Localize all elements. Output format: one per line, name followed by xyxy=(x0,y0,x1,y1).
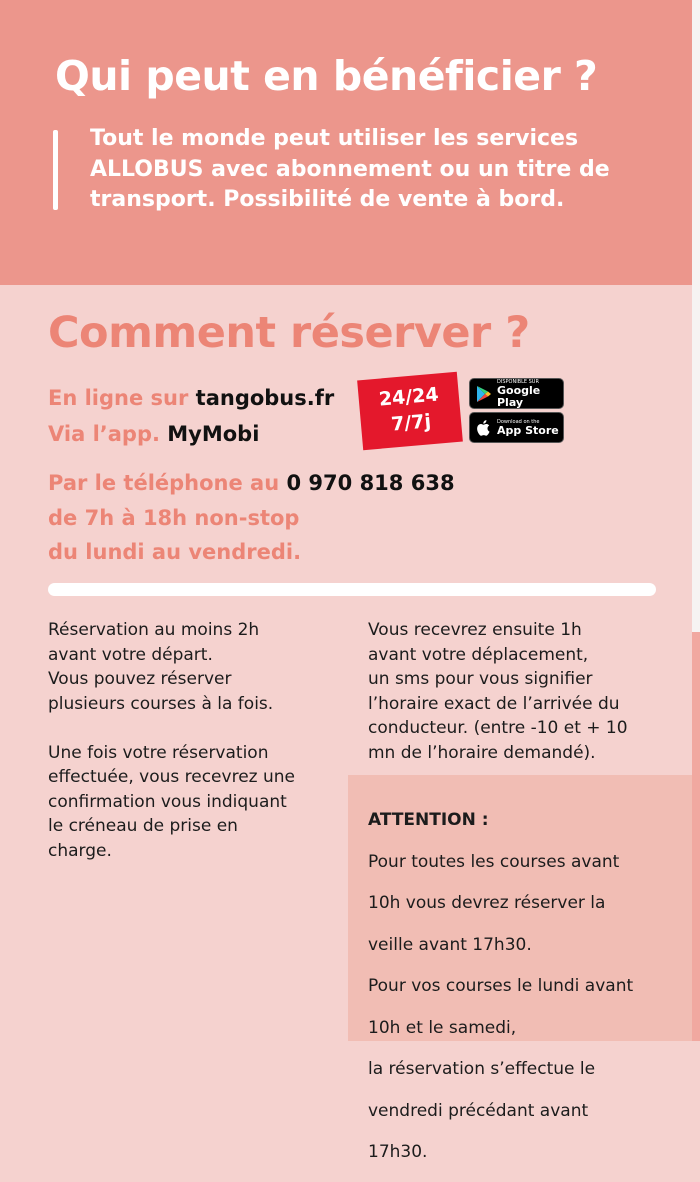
left-text-line: le créneau de prise en xyxy=(48,816,238,836)
reserve-title: Comment réserver ? xyxy=(48,308,530,358)
left-column xyxy=(48,618,348,863)
app-name: MyMobi xyxy=(167,422,260,446)
hours-line: de 7h à 18h non-stop xyxy=(48,506,300,530)
left-text-line: Vous pouvez réserver xyxy=(48,669,232,689)
phone-number[interactable]: 0 970 818 638 xyxy=(286,471,455,495)
online-site-link[interactable]: tangobus.fr xyxy=(195,386,335,410)
left-text-line: Réservation au moins 2h xyxy=(48,620,260,640)
attention-line: 10h vous devrez réserver la xyxy=(368,893,606,913)
attention-line: veille avant 17h30. xyxy=(368,934,532,955)
attention-line: la réservation s’effectue le xyxy=(368,1059,596,1079)
app-store-label: App Store xyxy=(497,423,559,437)
badge-line1: 24/24 xyxy=(378,383,440,411)
attention-text xyxy=(368,791,688,1182)
top-text: Tout le monde peut utiliser les services ALLOBUS avec abonnement ou un titre de transport. Possibilité de vente à bord. xyxy=(90,126,610,212)
left-text-line: confirmation vous indiquant xyxy=(48,791,287,812)
app-line xyxy=(48,422,259,446)
attention-line: vendredi précédant avant xyxy=(368,1100,589,1121)
top-title: Qui peut en bénéficier ? xyxy=(55,52,598,100)
badge-line2: 7/7j xyxy=(390,410,432,436)
right-text-line: mn de l’horaire demandé). xyxy=(368,742,596,763)
attention-line: Pour vos courses le lundi avant xyxy=(368,976,634,996)
right-text-line: conducteur. (entre -10 et + 10 xyxy=(368,718,628,738)
google-play-icon xyxy=(476,385,492,403)
right-text-line: Vous recevrez ensuite 1h xyxy=(368,620,582,640)
left-text-line: Une fois votre réservation xyxy=(48,742,269,763)
attention-line: 10h et le samedi, xyxy=(368,1017,517,1038)
top-panel xyxy=(0,0,700,285)
attention-line: Pour toutes les courses avant xyxy=(368,851,620,872)
left-text-line: plusieurs courses à la fois. xyxy=(48,693,274,714)
app-store-button[interactable] xyxy=(469,412,564,443)
availability-badge xyxy=(357,372,463,450)
left-text-line: effectuée, vous recevrez une xyxy=(48,767,295,787)
left-text-line: avant votre départ. xyxy=(48,644,213,665)
online-line xyxy=(48,386,334,410)
attention-heading: ATTENTION : xyxy=(368,810,489,830)
google-play-button[interactable] xyxy=(469,378,564,409)
left-text-line: charge. xyxy=(48,840,112,861)
right-text-line: l’horaire exact de l’arrivée du xyxy=(368,693,620,714)
right-text-line: un sms pour vous signifier xyxy=(368,669,593,689)
right-column xyxy=(368,618,678,765)
google-play-label: Google Play xyxy=(497,383,541,409)
google-play-small: DISPONIBLE SUR xyxy=(497,378,539,385)
app-prefix: Via l’app. xyxy=(48,422,168,446)
divider xyxy=(48,583,656,596)
quote-bar xyxy=(53,130,58,210)
right-text-line: avant votre déplacement, xyxy=(368,644,589,665)
app-store-small: Download on the xyxy=(497,418,540,425)
phone-prefix: Par le téléphone au xyxy=(48,471,287,495)
apple-icon xyxy=(476,419,492,437)
paragraph-gap xyxy=(48,716,348,741)
phone-line xyxy=(48,471,455,495)
right-edge-strip-lower xyxy=(692,632,700,1041)
attention-line: 17h30. xyxy=(368,1142,428,1162)
online-prefix: En ligne sur xyxy=(48,386,196,410)
days-line: du lundi au vendredi. xyxy=(48,540,302,564)
